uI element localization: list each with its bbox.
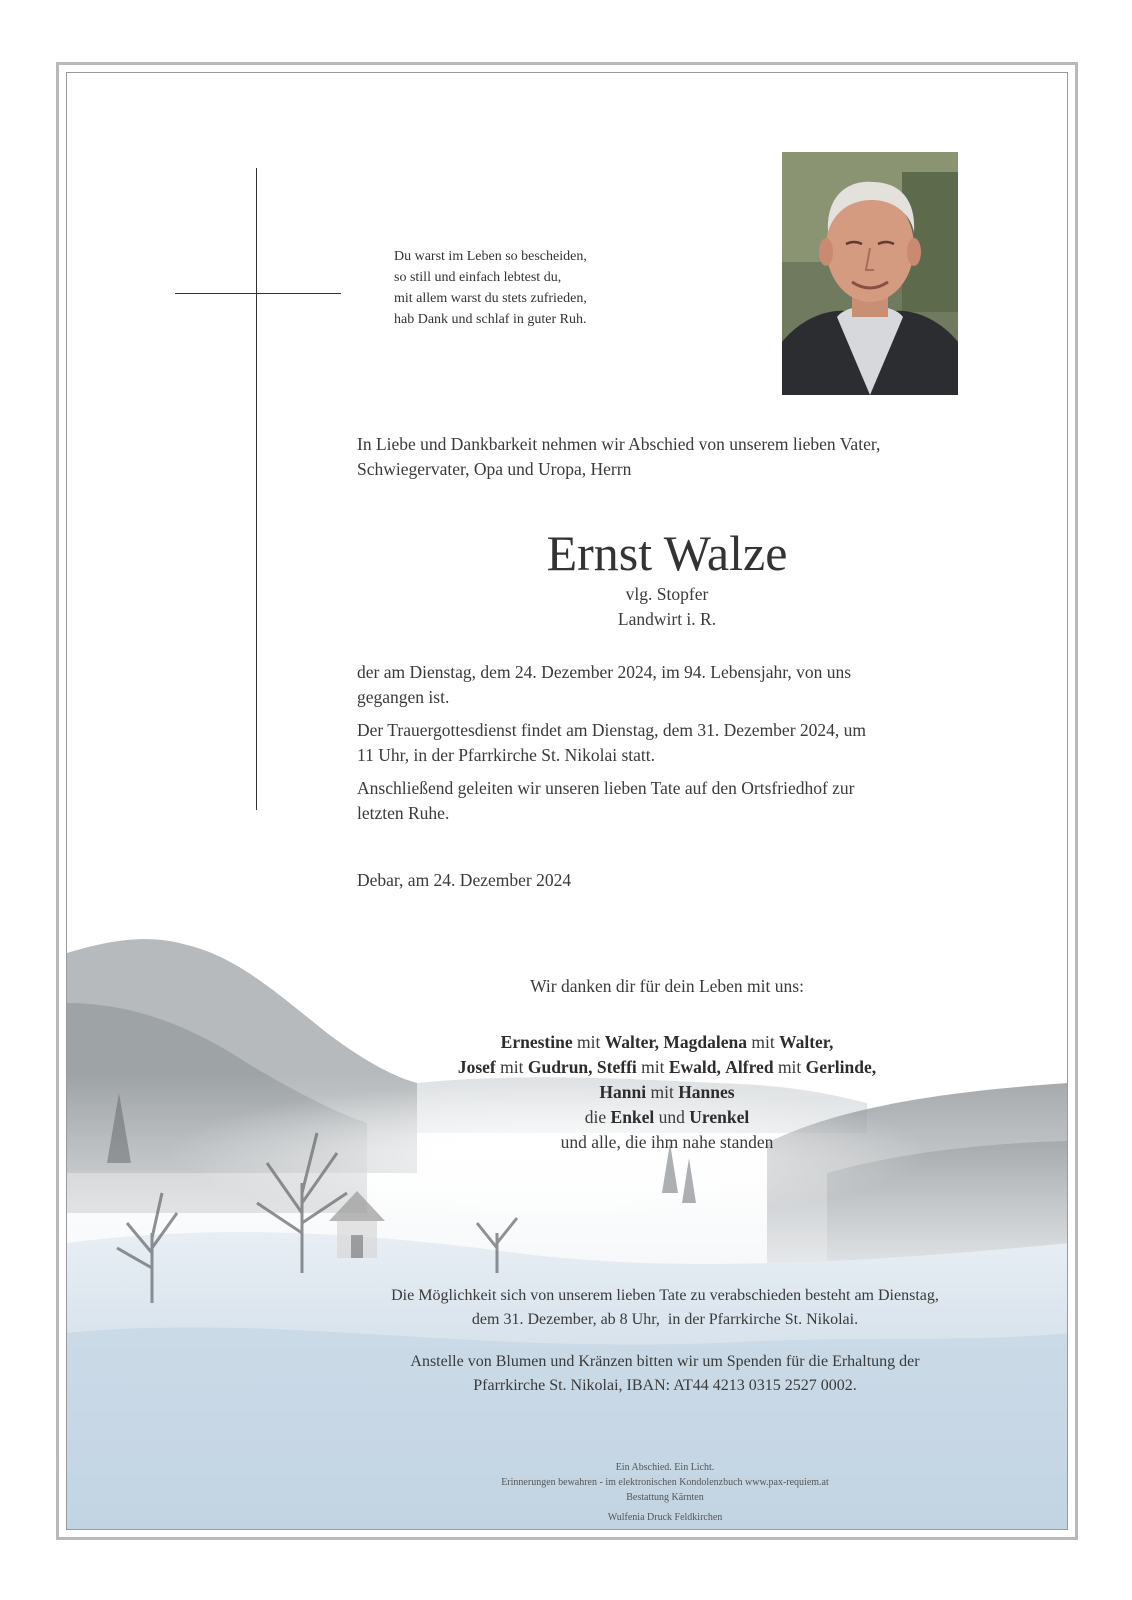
memorial-poem — [394, 246, 587, 330]
family-line — [357, 1080, 977, 1105]
intro-line: Schwiegervater, Opa und Uropa, Herrn — [357, 459, 632, 479]
family-name: Steffi — [596, 1057, 637, 1077]
poem-line: so still und einfach lebtest du, — [394, 270, 562, 285]
family-connector: mit — [746, 1032, 780, 1052]
family-name: Alfred — [725, 1057, 774, 1077]
family-connector: mit — [572, 1032, 605, 1052]
service-line: Der Trauergottesdienst findet am Dienstag, dem 31. Dezember 2024, um — [357, 720, 867, 740]
service-notice — [357, 718, 977, 768]
footer-undertaker: Bestattung Kärnten — [626, 1492, 704, 1503]
donation-notice — [340, 1350, 990, 1398]
footer-printer: Wulfenia Druck Feldkirchen — [607, 1512, 723, 1523]
family-line — [357, 1105, 977, 1130]
family-name: Josef — [457, 1057, 496, 1077]
family-name: Ernestine — [500, 1032, 573, 1052]
family-name: Hanni — [599, 1082, 647, 1102]
family-connector: mit — [495, 1057, 528, 1077]
family-connector: mit — [646, 1082, 679, 1102]
family-list — [357, 1030, 977, 1155]
cross-vertical-bar — [256, 168, 257, 810]
family-name: Urenkel — [689, 1107, 750, 1127]
family-line: und alle, die ihm nahe standen — [560, 1132, 774, 1152]
portrait-photo — [782, 152, 958, 395]
service-line: 11 Uhr, in der Pfarrkirche St. Nikolai statt. — [357, 745, 656, 765]
place-date: Debar, am 24. Dezember 2024 — [357, 870, 572, 890]
family-name: Gerlinde, — [805, 1057, 877, 1077]
footer-slogan: Ein Abschied. Ein Licht. — [615, 1462, 715, 1473]
family-name: Hannes — [678, 1082, 735, 1102]
poem-line: hab Dank und schlaf in guter Ruh. — [394, 312, 587, 327]
death-notice — [357, 660, 977, 710]
donation-line: Anstelle von Blumen und Kränzen bitten wir um Spenden für die Erhaltung der — [410, 1353, 920, 1370]
family-connector: die — [584, 1107, 611, 1127]
deceased-occupation: Landwirt i. R. — [617, 609, 717, 629]
deceased-name: Ernst Walze — [546, 525, 788, 581]
intro-text — [357, 432, 977, 482]
family-name: Enkel — [610, 1107, 655, 1127]
family-line — [357, 1030, 977, 1055]
family-name: Walter, — [604, 1032, 659, 1052]
family-connector: mit — [773, 1057, 806, 1077]
farewell-line: dem 31. Dezember, ab 8 Uhr, in der Pfarrkirche St. Nikolai. — [471, 1311, 859, 1328]
footer-condolence: Erinnerungen bewahren - im elektronischen Kondolenzbuch www.pax-requiem.at — [501, 1477, 829, 1488]
farewell-notice — [340, 1284, 990, 1332]
burial-line: Anschließend geleiten wir unseren lieben Tate auf den Ortsfriedhof zur — [357, 778, 855, 798]
burial-line: letzten Ruhe. — [357, 803, 450, 823]
family-connector: und — [654, 1107, 690, 1127]
family-name: Ewald, — [668, 1057, 721, 1077]
deceased-nickname: vlg. Stopfer — [625, 584, 709, 604]
cross-horizontal-bar — [175, 293, 341, 294]
thanks-line: Wir danken dir für dein Leben mit uns: — [530, 976, 804, 996]
burial-notice — [357, 776, 977, 826]
intro-line: In Liebe und Dankbarkeit nehmen wir Abschied von unserem lieben Vater, — [357, 434, 881, 454]
farewell-line: Die Möglichkeit sich von unserem lieben Tate zu verabschieden besteht am Dienstag, — [391, 1287, 939, 1304]
family-line — [357, 1055, 977, 1080]
donation-line: Pfarrkirche St. Nikolai, IBAN: AT44 4213 0315 2527 0002. — [473, 1377, 857, 1394]
death-notice-line: der am Dienstag, dem 24. Dezember 2024, im 94. Lebensjahr, von uns — [357, 662, 852, 682]
family-name: Gudrun, — [527, 1057, 593, 1077]
family-connector: mit — [636, 1057, 669, 1077]
poem-line: Du warst im Leben so bescheiden, — [394, 249, 587, 264]
poem-line: mit allem warst du stets zufrieden, — [394, 291, 587, 306]
family-name: Walter, — [779, 1032, 834, 1052]
death-notice-line: gegangen ist. — [357, 687, 450, 707]
family-name: Magdalena — [663, 1032, 747, 1052]
